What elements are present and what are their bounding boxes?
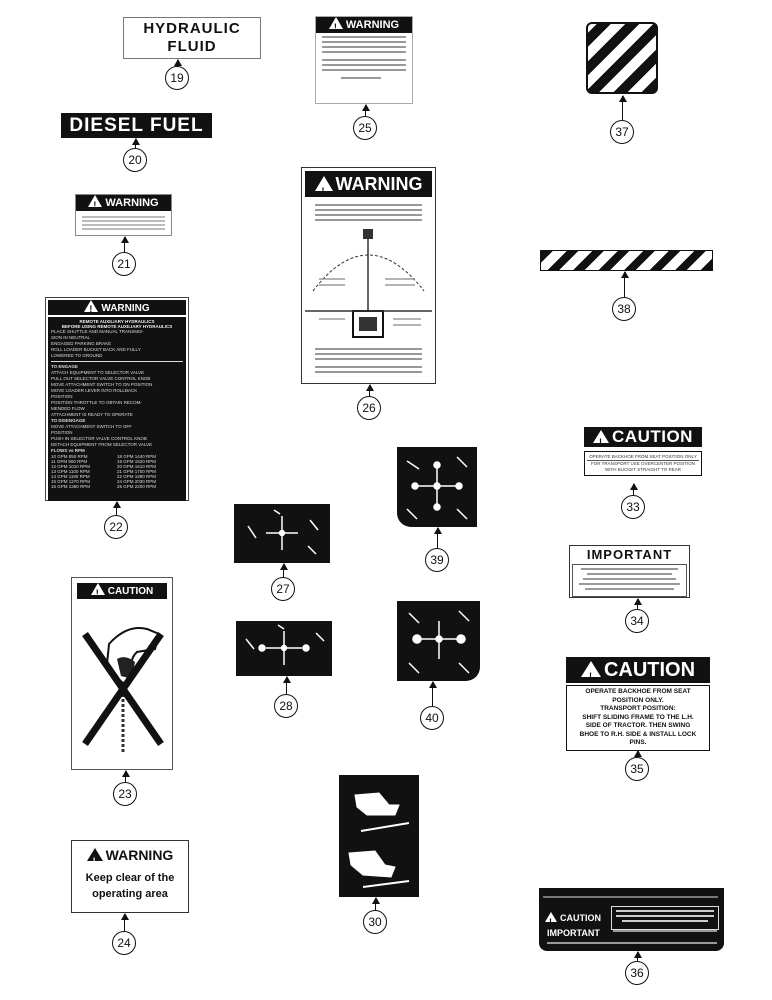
callout-25: 25 [353,116,377,140]
decal-caution-important-36 [539,888,724,951]
decal-warning-21 [75,194,172,236]
decal-33-line1: OPERATE BACKHOE FROM SEAT POSITION ONLY [587,454,699,461]
decal-22-engage-list: ATTACH EQUIPMENT TO SELECTOR VALVE PULL OUT SELECTOR VALVE CONTROL KNOB MOVE ATTACHMENT SWITCH TO ON POSITION MOVE LOADER LEVER INTO ROLLBACK POSITION POSITION THROTTLE TO OBTAIN RECOM- MENDED FLOW ATTACHMENT IS READY TO OPERATE [51,370,153,417]
decal-19-line2: FLUID [167,38,217,55]
callout-34: 34 [625,609,649,633]
decal-36-important: IMPORTANT [547,928,600,938]
decal-24-header: WARNING [105,847,174,863]
decal-foot-pedal-30 [339,775,419,897]
decal-22-disengage-list: MOVE ATTACHMENT SWITCH TO OFF POSITION PUSH IN SELECTOR VALVE CONTROL KNOB DETACH EQUIPMENT FROM SELECTOR VALVE [51,424,153,447]
decal-26-header: WARNING [335,174,423,194]
decal-control-pattern-27 [234,504,330,563]
decal-21-header: WARNING [105,197,159,209]
control-pattern-pictogram [234,504,330,563]
decal-19-line1: HYDRAULIC [143,20,241,37]
decal-control-pattern-39 [397,447,477,527]
caution-triangle-icon [91,583,105,595]
decal-33-line3: WITH BUCKET STRAIGHT TO REAR [605,467,681,472]
callout-24: 24 [112,931,136,955]
warning-triangle-icon [315,176,333,191]
decal-34-header: IMPORTANT [586,547,673,562]
decal-35-header: CAUTION [603,659,696,681]
caution-triangle-icon [593,430,609,443]
warning-triangle-icon [88,195,102,207]
warning-triangle-icon [84,300,98,312]
foot-pedal-pictogram [339,775,419,897]
decal-33-line2: FOR TRANSPORT USE OVERCENTER POSITION [590,461,696,466]
decal-24-line2: operating area [92,888,168,900]
callout-19: 19 [165,66,189,90]
callout-36: 36 [625,961,649,985]
control-pattern-pictogram [236,621,332,676]
callout-33: 33 [621,495,645,519]
decal-warning-26 [301,167,436,384]
decal-24-line1: Keep clear of the [85,872,175,884]
callout-26: 26 [357,396,381,420]
decal-22-before-list: PLACE SHUTTLE AND MANUAL TRANSMIS- SION IN NEUTRAL ENGAGED PARKING BRAKE ROLL LOADER BUCKET BACK AND FULLY LOWERED TO GROUND [51,329,144,358]
decal-hazard-stripes-38 [540,250,713,271]
callout-39: 39 [425,548,449,572]
decal-35-text: OPERATE BACKHOE FROM SEAT POSITION ONLY. TRANSPORT POSITION: SHIFT SLIDING FRAME TO THE L.H. SIDE OF TRACTOR. THEN SWING BHOE TO R.H. SIDE & INSTALL LOCK PINS. [566,685,710,751]
decal-22-disengage-title: TO DISENGAGE [51,418,86,423]
callout-37: 37 [610,120,634,144]
decal-warning-remote-auxiliary-hydraulics [45,297,189,501]
decal-hydraulic-fluid [123,17,261,59]
decal-25-header: WARNING [345,19,400,31]
crossed-out-hand-pictogram [77,604,169,764]
decal-33-header: CAUTION [612,427,693,446]
decal-control-pattern-28 [236,621,332,676]
decal-warning-keep-clear [71,840,189,913]
decal-23-header: CAUTION [107,586,154,597]
callout-28: 28 [274,694,298,718]
callout-27: 27 [271,577,295,601]
decal-diesel-fuel [61,113,212,138]
warning-triangle-icon [87,848,103,861]
callout-30: 30 [363,910,387,934]
callout-38: 38 [612,297,636,321]
decal-important-34 [569,545,690,598]
caution-triangle-icon [545,912,557,922]
decal-control-pattern-40 [397,601,480,681]
decal-22-header: WARNING [101,303,150,314]
callout-23: 23 [113,782,137,806]
decal-22-engage-title: TO ENGAGE [51,364,78,369]
control-pattern-pictogram [397,601,480,681]
decal-warning-25 [315,16,413,104]
decal-hazard-stripes-37 [586,22,658,94]
callout-40: 40 [420,706,444,730]
decal-22-subtitle: BEFORE USING REMOTE AUXILIARY HYDRAULICS [61,324,173,329]
decal-caution-23 [71,577,173,770]
warning-triangle-icon [329,17,343,29]
callout-21: 21 [112,252,136,276]
decal-36-caution: CAUTION [560,913,601,923]
decal-22-flows-table: 10 GPM 850 RPM 11 GPM 900 RPM 12 GPM 1010 RPM 13 GPM 1100 RPM 14 GPM 1190 RPM 15 GPM 1270 RPM 16 GPM 1360 RPM 18 GPM 1440 RPM 19 GPM 1520 RPM 20 GPM 1610 RPM 21 GPM 1700 RPM 22 GPM 1880 RPM 24 GPM 2030 RPM 25 GPM 2200 RPM [51,454,157,489]
decal-22-title: REMOTE AUXILIARY HYDRAULICS [79,319,155,324]
backhoe-swing-diagram [305,199,432,381]
decal-20-text: DIESEL FUEL [69,115,204,136]
callout-20: 20 [123,148,147,172]
decal-22-flows-title: FLOWS vs RPM [51,448,85,453]
caution-triangle-icon [581,661,601,677]
decal-caution-35 [566,657,710,750]
callout-35: 35 [625,757,649,781]
control-pattern-pictogram [397,447,477,527]
decal-caution-33 [584,427,702,483]
callout-22: 22 [104,515,128,539]
